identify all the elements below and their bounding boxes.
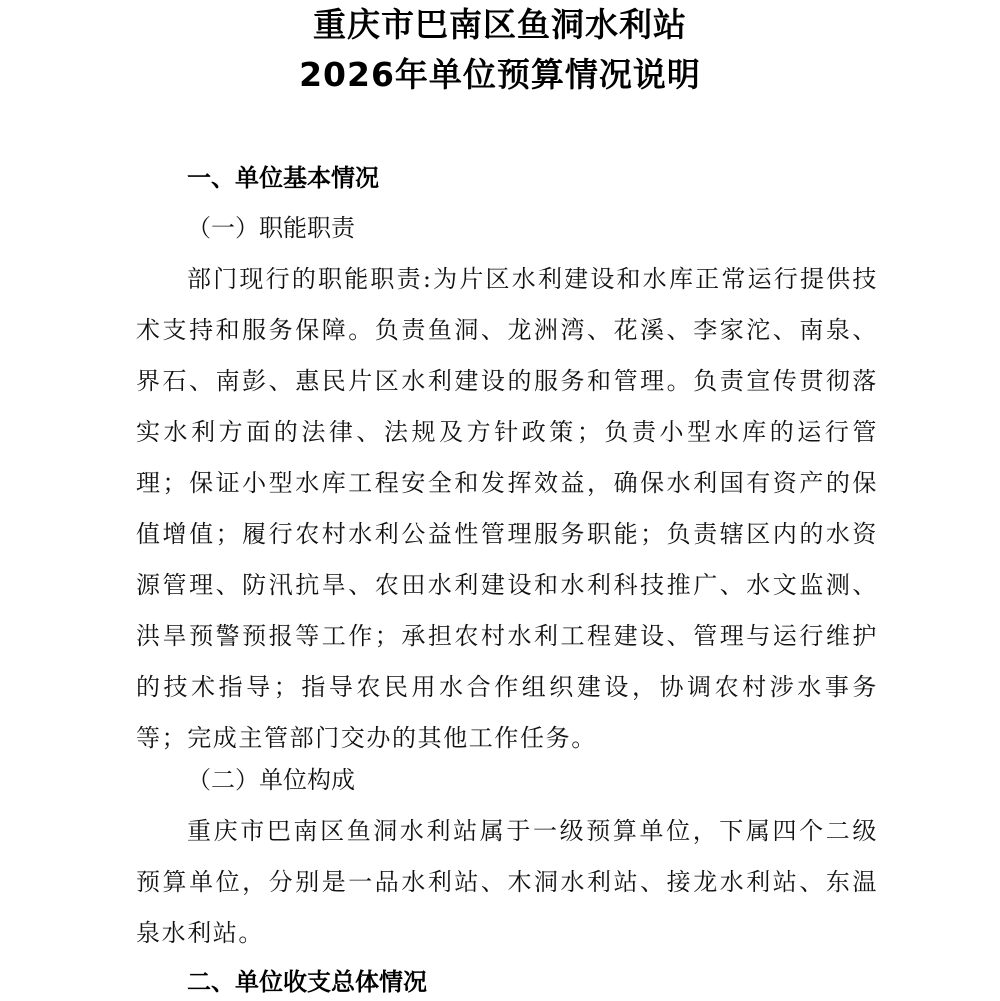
subsection-heading-functions: （一）职能职责 — [187, 214, 355, 242]
section-heading-budget-overview: 二、单位收支总体情况 — [187, 968, 427, 996]
section-heading-basic-info: 一、单位基本情况 — [187, 164, 379, 192]
paragraph-composition: 重庆市巴南区鱼洞水利站属于一级预算单位，下属四个二级预算单位，分别是一品水利站、木洞水利站、接龙水利站、东温泉水利站。 — [136, 817, 878, 947]
paragraph-functions: 部门现行的职能职责:为片区水利建设和水库正常运行提供技术支持和服务保障。负责鱼洞、龙洲湾、花溪、李家沱、南泉、界石、南彭、惠民片区水利建设的服务和管理。负责宣传贯彻落实水利方面的法律、法规及方针政策；负责小型水库的运行管理；保证小型水库工程安全和发挥效益，确保水利国有资产的保值增值；履行农村水利公益性管理服务职能；负责辖区内的水资源管理、防汛抗旱、农田水利建设和水利科技推广、水文监测、洪旱预警预报等工作；承担农村水利工程建设、管理与运行维护的技术指导；指导农民用水合作组织建设，协调农村涉水事务等；完成主管部门交办的其他工作任务。 — [136, 265, 878, 752]
document-title-line1: 重庆市巴南区鱼洞水利站 — [313, 5, 687, 44]
subsection-heading-composition: （二）单位构成 — [187, 766, 355, 794]
document-title-line2: 2026年单位预算情况说明 — [299, 55, 701, 94]
